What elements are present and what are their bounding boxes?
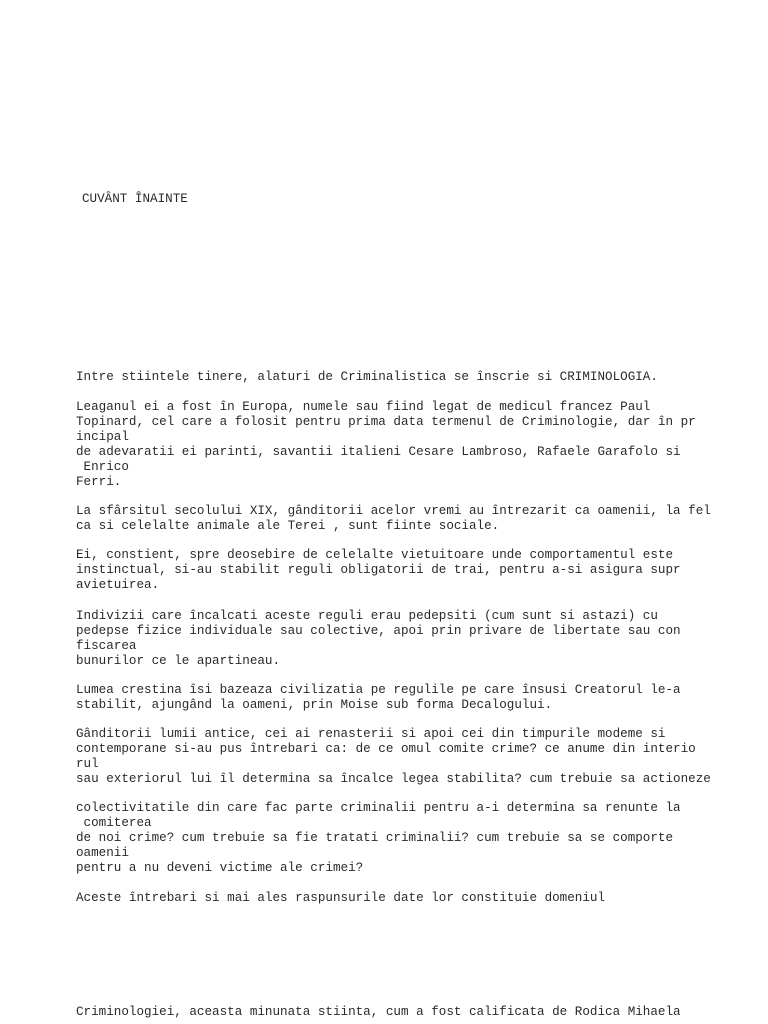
paragraph: Intre stiintele tinere, alaturi de Criminalistica se înscrie si CRIMINOLOGIA. bbox=[76, 370, 658, 384]
paragraph: Ei, constient, spre deosebire de celelalte vietuitoare unde comportamentul este instinctual, si-au stabilit reguli obligatorii de trai, pentru a-si asigura supr avietuirea. bbox=[76, 548, 681, 592]
paragraph: Leaganul ei a fost în Europa, numele sau fiind legat de medicul francez Paul Topinard, cel care a folosit pentru prima data termenul de Criminologie, dar în pr incipal de adevaratii ei parinti, savantii italieni Cesare Lambroso, Rafaele Garafolo si Enrico Ferri. bbox=[76, 400, 696, 489]
page-title: CUVÂNT ÎNAINTE bbox=[82, 192, 188, 206]
paragraph: Lumea crestina îsi bazeaza civilizatia pe regulile pe care însusi Creatorul le-a stabilit, ajungând la oameni, prin Moise sub forma Decalogului. bbox=[76, 683, 681, 712]
paragraph: La sfârsitul secolului XIX, gânditorii acelor vremi au întrezarit ca oamenii, la fel ca si celelalte animale ale Terei , sunt fiinte sociale. bbox=[76, 504, 711, 533]
paragraph: colectivitatile din care fac parte criminalii pentru a-i determina sa renunte la comiterea de noi crime? cum trebuie sa fie tratati criminalii? cum trebuie sa se comporte oamenii pentru a nu deveni victime ale crimei? bbox=[76, 801, 681, 875]
paragraph: Indivizii care încalcati aceste reguli erau pedepsiti (cum sunt si astazi) cu pedepse fizice individuale sau colective, apoi prin privare de libertate sau con fiscarea bunurilor ce le apartineau. bbox=[76, 609, 681, 668]
paragraph: Aceste întrebari si mai ales raspunsurile date lor constituie domeniul bbox=[76, 891, 606, 905]
paragraph: Gânditorii lumii antice, cei ai renasterii si apoi cei din timpurile modeme si contemporane si-au pus întrebari ca: de ce omul comite crime? ce anume din interio rul sau exteriorul lui îl determina sa încalce legea stabilita? cum trebuie sa actioneze bbox=[76, 727, 711, 786]
paragraph: Criminologiei, aceasta minunata stiinta, cum a fost calificata de Rodica Mihaela bbox=[76, 1005, 681, 1019]
